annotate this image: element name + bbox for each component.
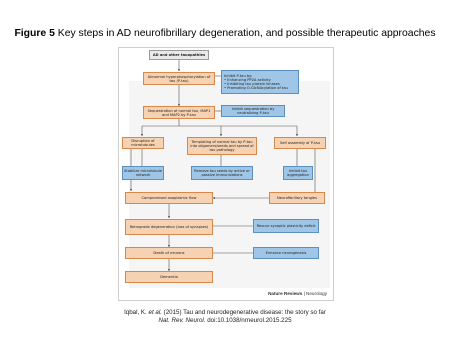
node-self-assembly: Self assembly of P-tau xyxy=(274,137,326,149)
therapy-rescue-synaptic: Rescue synaptic plasticity deficit xyxy=(253,219,319,233)
therapy-stabilize-microtubule: Stabilize microtubule network xyxy=(122,166,164,180)
node-disruption-microtubules: Disruption of microtubules xyxy=(122,137,164,149)
therapy-inhibit-ptau: Inhibit P-tau by: • Enhancing PP2A activity • Inhibiting tau protein kinases • Promoting O-GlcNAcylation of tau xyxy=(221,70,299,94)
node-templating: Templating of normal tau by P-tau into oligomers/seeds and spread of tau pathology xyxy=(187,137,257,155)
node-sequestration: Sequestration of normal tau, MAP1 and MAP2 by P-tau xyxy=(143,106,215,119)
figure-label: Figure 5 xyxy=(14,28,55,39)
node-retrograde-degeneration: Retrograde degeneration (loss of synapses) xyxy=(125,219,213,235)
citation-line-1: Iqbal, K. et al. (2015) Tau and neurodegenerative disease: the story so far xyxy=(124,309,326,316)
citation-line-2: Nat. Rev. Neurol. doi:10.1038/nrneurol.2015.225 xyxy=(158,317,292,324)
therapy-inhibit-sequestration: Inhibit sequestration by neutralizing P-tau xyxy=(221,105,285,117)
node-neurofibrillary-tangles: Neurofibrillary tangles xyxy=(269,192,325,204)
therapy-enhance-neurogenesis: Enhance neurogenesis xyxy=(253,247,319,259)
journal-credit: Nature Reviews | Neurology xyxy=(268,291,327,296)
therapy-remove-seeds: Remove tau seeds by active or passive immunizations xyxy=(191,166,253,180)
citation xyxy=(0,309,450,325)
node-death-neurons: Death of neurons xyxy=(125,247,213,259)
diagram-figure xyxy=(118,47,334,301)
node-ad-tauopathies: AD and other tauopathies xyxy=(149,50,209,60)
node-dementia: Dementia xyxy=(125,271,213,283)
figure-title-text: Key steps in AD neurofibrillary degeneration, and possible therapeutic approaches xyxy=(57,28,436,39)
node-axoplasmic-flow: Compromised axoplasmic flow xyxy=(125,192,213,204)
figure-title xyxy=(0,28,450,39)
therapy-inhibit-aggregation: Inhibit tau aggregation xyxy=(283,166,313,180)
node-hyperphosphorylation: Abnormal hyperphosphorylation of tau (P-tau) xyxy=(143,72,215,85)
